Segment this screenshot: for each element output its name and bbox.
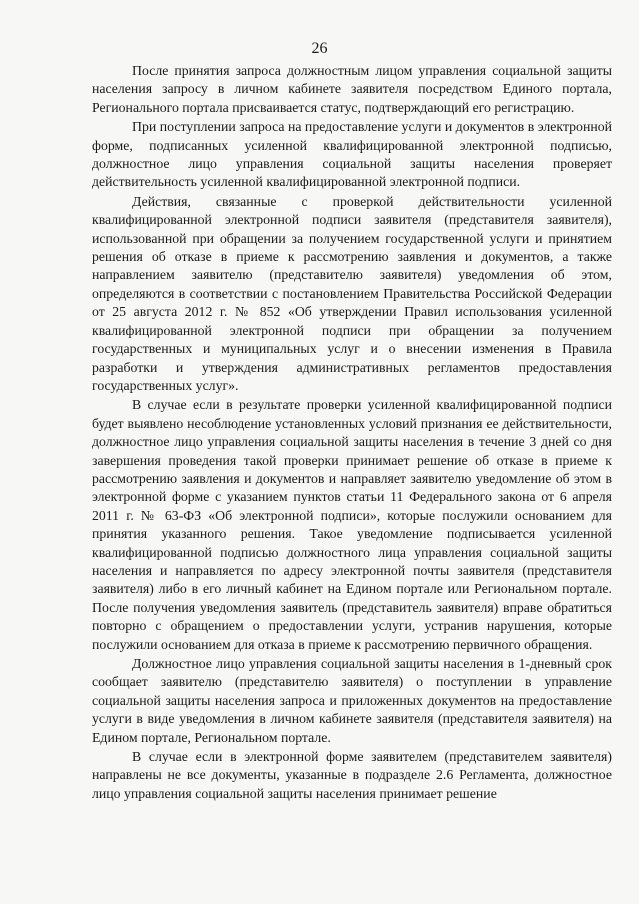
paragraph: При поступлении запроса на предоставление услуги и документов в электронной форме, подписанных усиленной квалифицированной электронной подписью, должностное лицо управления социальной защиты населения проверяет действительность усиленной квалифицированной электронной подписи. <box>92 119 612 190</box>
paragraph: Действия, связанные с проверкой действительности усиленной квалифицированной электронной подписи заявителя (представителя заявителя), использованной при обращении за получением государственной услуги и принятием решения об отказе в приеме к рассмотрению заявления и документов, а также направлением заявителю (представителю заявителя) уведомления об этом, определяются в соответствии с постановлением Правительства Российской Федерации от 25 августа 2012 г. № 852 «Об утверждении Правил использования усиленной квалифицированной электронной подписи при обращении за получением государственных и муниципальных услуг и о внесении изменения в Правила разработки и утверждения административных регламентов предоставления государственных услуг». <box>92 193 612 393</box>
paragraph: В случае если в результате проверки усиленной квалифицированной подписи будет выявлено несоблюдение установленных условий признания ее действительности, должностное лицо управления социальной защиты населения в течение 3 дней со дня завершения проведения такой проверки принимает решение об отказе в приеме к рассмотрению заявления и документов и направляет заявителю уведомление об этом в электронной форме с указанием пунктов статьи 11 Федерального закона от 6 апреля 2011 г. № 63-ФЗ «Об электронной подписи», которые послужили основанием для принятия указанного решения. Такое уведомление подписывается усиленной квалифицированной подписью должностного лица управления социальной защиты населения и направляется по адресу электронной почты заявителя (представителя заявителя) либо в его личный кабинет на Едином портале или Региональном портале. После получения уведомления заявитель (представитель заявителя) вправе обратиться повторно с обращением о предоставлении услуги, устранив нарушения, которые послужили основанием для отказа в приеме к рассмотрению первичного обращения. <box>92 397 612 652</box>
paragraph: Должностное лицо управления социальной защиты населения в 1-дневный срок сообщает заявителю (представителю заявителя) о поступлении в управление социальной защиты населения запроса и приложенных документов на предоставление услуги в виде уведомления в личном кабинете заявителя (представителя заявителя) на Едином портале, Региональном портале. <box>92 656 612 745</box>
paragraph: После принятия запроса должностным лицом управления социальной защиты населения запросу в личном кабинете заявителя посредством Единого портала, Регионального портала присваивается статус, подтверждающий его регистрацию. <box>92 63 612 115</box>
paragraph: В случае если в электронной форме заявителем (представителем заявителя) направлены не все документы, указанные в подразделе 2.6 Регламента, должностное лицо управления социальной защиты населения принимает решение <box>92 749 612 801</box>
page-number: 26 <box>311 40 328 57</box>
document-body <box>92 62 612 803</box>
